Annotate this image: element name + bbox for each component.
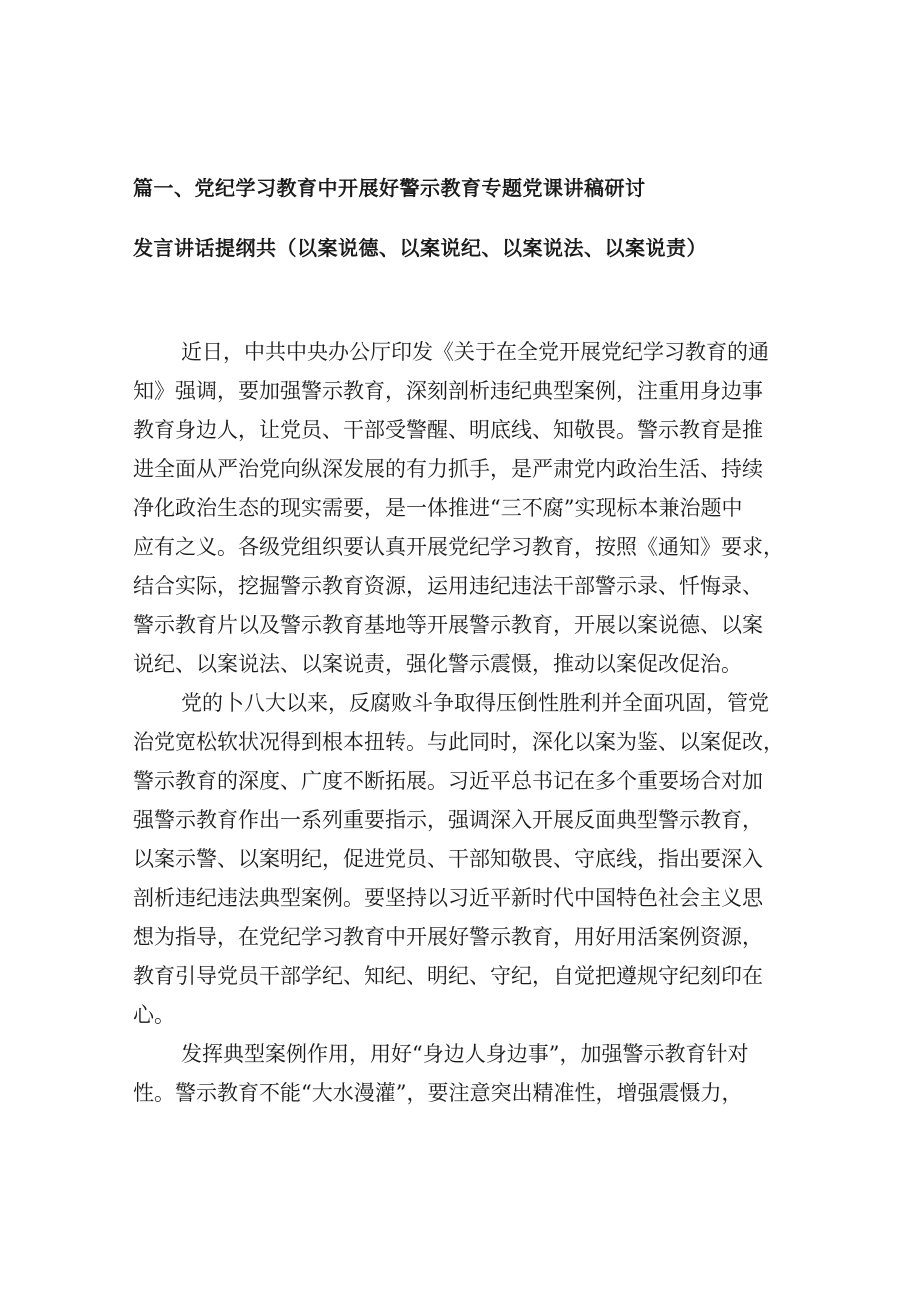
text-line: 想为指导，在党纪学习教育中开展好警示教育，用好用活案例资源， bbox=[133, 925, 763, 949]
text-line: 应有之义。各级党组织要认真开展党纪学习教育，按照《通知》要求， bbox=[133, 535, 784, 559]
text-line: 警示教育片以及警示教育基地等开展警示教育，开展以案说德、以案 bbox=[133, 613, 763, 637]
document-body bbox=[133, 333, 793, 1113]
text-line: 以案示警、以案明纪，促进党员、干部知敬畏、守底线，指出要深入 bbox=[133, 847, 763, 871]
text-line: 心。 bbox=[133, 1003, 175, 1027]
text-line: 说纪、以案说法、以案说责，强化警示震慑，推动以案促改促治。 bbox=[133, 652, 742, 676]
text-line: 教育引导党员干部学纪、知纪、明纪、守纪，自觉把遵规守纪刻印在 bbox=[133, 964, 763, 988]
text-line: 结合实际，挖掘警示教育资源，运用违纪违法干部警示录、忏悔录、 bbox=[133, 574, 763, 598]
paragraph-2 bbox=[133, 684, 793, 1035]
text-line: 剖析违纪违法典型案例。要坚持以习近平新时代中国特色社会主义思 bbox=[133, 886, 763, 910]
text-line: 警示教育的深度、广度不断拓展。习近平总书记在多个重要场合对加 bbox=[133, 769, 763, 793]
text-line: 性。警示教育不能“大水漫灌”，要注意突出精准性，增强震慑力， bbox=[133, 1081, 743, 1105]
text-line: 党的卜八大以来，反腐败斗争取得压倒性胜利并全面巩固，管党 bbox=[181, 691, 769, 715]
paragraph-1 bbox=[133, 333, 793, 684]
text-line: 强警示教育作出一系列重要指示，强调深入开展反面典型警示教育， bbox=[133, 808, 763, 832]
text-line: 进全面从严治党向纵深发展的有力抓手，是严肃党内政治生活、持续 bbox=[133, 457, 763, 481]
text-line: 治党宽松软状况得到根本扭转。与此同时，深化以案为鉴、以案促改， bbox=[133, 730, 784, 754]
text-line: 近日，中共中央办公厅印发《关于在全党开展党纪学习教育的通 bbox=[181, 340, 769, 364]
paragraph-3 bbox=[133, 1035, 793, 1113]
text-line: 教育身边人，让党员、干部受警醒、明底线、知敬畏。警示教育是推 bbox=[133, 418, 763, 442]
text-line: 知》强调，要加强警示教育，深刻剖析违纪典型案例，注重用身边事 bbox=[133, 379, 763, 403]
text-line: 发挥典型案例作用，用好“身边人身边事”，加强警示教育针对 bbox=[181, 1042, 749, 1066]
text-line: 净化政治生态的现实需要，是一体推进“三不腐”实现标本兼治题中 bbox=[133, 496, 743, 520]
document-title-line-2: 发言讲话提纲共（以案说德、以案说纪、以案说法、以案说责） bbox=[133, 236, 707, 260]
document-title-line-1: 篇一、党纪学习教育中开展好警示教育专题党课讲稿研讨 bbox=[133, 176, 646, 200]
